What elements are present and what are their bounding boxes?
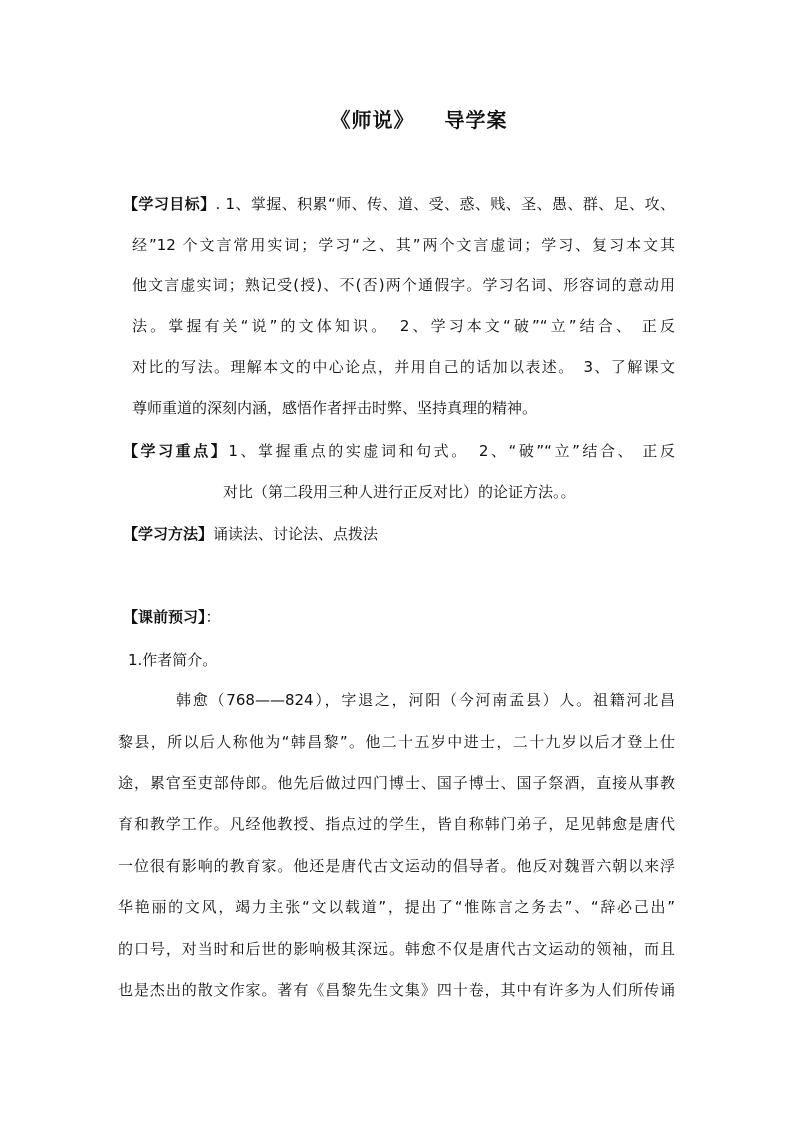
methods-label: 【学习方法】 [123, 525, 214, 543]
objectives-line-6: 尊师重道的深刻内涵，感悟作者抨击时弊、坚持真理的精神。 [132, 399, 538, 417]
author-intro-line-5: 一位很有影响的教育家。他还是唐代古文运动的倡导者。他反对魏晋六朝以来浮 [118, 857, 675, 875]
title-main: 《师说》 [330, 108, 415, 132]
objectives-line-5: 对比的写法。理解本文的中心论点，并用自己的话加以表述。 3、了解课文 [132, 358, 675, 376]
page-title [0, 104, 794, 133]
author-intro-line-6: 华艳丽的文风，竭力主张“文以载道”，提出了“惟陈言之务去”、“辞必己出” [118, 898, 675, 916]
objectives-line-4: 法。掌握有关“说”的文体知识。 2、学习本文“破”“立”结合、 正反 [132, 317, 675, 335]
key-points-label: 【学习重点】 [123, 442, 229, 460]
author-intro-heading: 1.作者简介。 [128, 651, 218, 669]
key-points-line-2: 对比（第二段用三种人进行正反对比）的论证方法。。 [223, 483, 576, 501]
objectives-line-1 [123, 194, 675, 214]
preview-heading [123, 607, 221, 627]
author-intro-line-8: 也是杰出的散文作家。著有《昌黎先生文集》四十卷，其中有许多为人们所传诵 [118, 981, 675, 999]
objectives-label: 【学习目标】 [123, 195, 216, 213]
preview-label: 【课前预习】 [123, 608, 206, 626]
objectives-text-1: . 1、掌握、积累“师、传、道、受、惑、贱、圣、愚、群、足、攻、 [215, 195, 675, 213]
author-intro-line-4: 育和教学工作。凡经他教授、指点过的学生，皆自称韩门弟子，足见韩愈是唐代 [118, 815, 675, 833]
key-points-line-1 [123, 441, 675, 461]
author-intro-line-3: 途，累官至吏部侍郎。他先后做过四门博士、国子博士、国子祭酒，直接从事教 [118, 774, 675, 792]
title-sub: 导学案 [444, 108, 508, 132]
preview-suffix: ： [205, 608, 221, 626]
key-points-text-1: 1、掌握重点的实虚词和句式。 2、“破”“立”结合、 正反 [228, 442, 675, 460]
objectives-line-2: 经”12 个文言常用实词；学习“之、其”两个文言虚词；学习、复习本文其 [132, 236, 675, 254]
author-intro-line-2: 黎县，所以后人称他为“韩昌黎”。他二十五岁中进士，二十九岁以后才登上仕 [118, 733, 675, 751]
methods-text: 诵读法、讨论法、点拨法 [213, 525, 379, 543]
author-intro-line-7: 的口号，对当时和后世的影响极其深远。韩愈不仅是唐代古文运动的领袖，而且 [118, 940, 675, 958]
methods-line [123, 524, 378, 544]
author-intro-line-1: 韩愈（768——824），字退之，河阳（今河南孟县）人。祖籍河北昌 [176, 691, 675, 709]
objectives-line-3: 他文言虚实词；熟记受(授)、不(否)两个通假字。学习名词、形容词的意动用 [132, 276, 675, 294]
